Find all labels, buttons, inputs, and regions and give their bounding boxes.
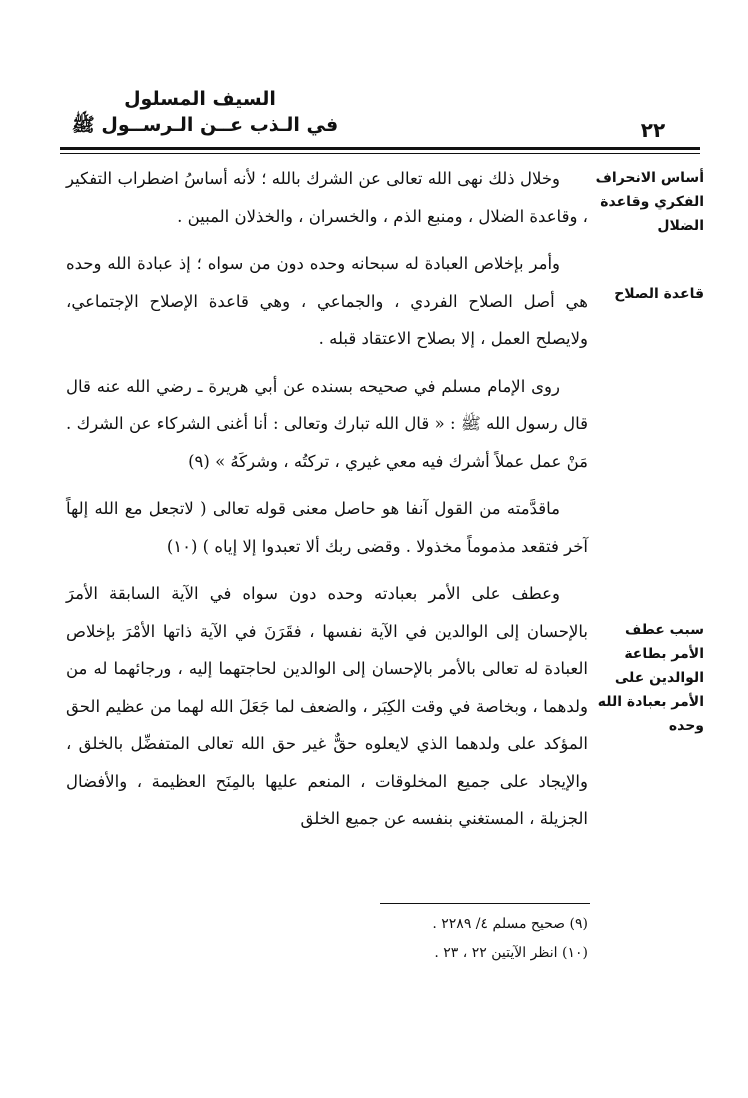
header-rule-thin: [60, 153, 700, 154]
paragraph: روى الإمام مسلم في صحيحه بسنده عن أبي هريرة ـ رضي الله عنه قال قال رسول الله ﷺ : « قال الله تبارك وتعالى : أنا أغنى الشركاء عن الشرك . مَنْ عمل عملاً أشرك فيه معي غيري ، تركتُه ، وشركَهُ » (٩): [66, 376, 588, 471]
paragraph: وأمر بإخلاص العبادة له سبحانه وحده دون من سواه ؛ إذ عبادة الله وحده هي أصل الصلاح الفردي ، والجماعي ، وهي قاعدة الإصلاح الإجتماعي، ولايصلح العمل ، إلا بصلاح الاعتقاد قبله .: [66, 254, 588, 348]
paragraph: ماقدَّمته من القول آنفا هو حاصل معنى قوله تعالى ( لاتجعل مع الله إلهاً آخر فتقعد مذموماً مخذولا . وقضى ربك ألا تعبدوا إلا إياه ) (١٠): [66, 499, 588, 556]
footnotes: [330, 910, 588, 968]
paragraph: وخلال ذلك نهى الله تعالى عن الشرك بالله ؛ لأنه أساسُ اضطراب التفكير ، وقاعدة الضلال ، ومنبع الذم ، والخسران ، والخذلان المبين .: [66, 169, 588, 226]
margin-note-deviation: أساس الانحراف الفكري وقاعدة الضلال: [595, 170, 704, 234]
margin-note-parents: سبب عطف الأمر بطاعة الوالدين على الأمر بعبادة الله وحده: [597, 622, 704, 734]
header-rule-thick: [60, 147, 700, 150]
margin-note-righteousness: قاعدة الصلاح: [614, 286, 704, 302]
page-number: ٢٢: [640, 118, 666, 142]
running-header-subtitle: في الـذب عــن الـرســول ﷺ: [71, 114, 339, 136]
running-header-title: السيف المسلول: [124, 88, 276, 110]
footnote: (١٠) انظر الآيتين ٢٢ ، ٢٣ .: [434, 945, 588, 961]
footnote: (٩) صحيح مسلم ٤/ ٢٢٨٩ .: [432, 916, 588, 932]
paragraph: وعطف على الأمر بعبادته وحده دون سواه في الآية السابقة الأمرَ بالإحسان إلى الوالدين في الآية نفسها ، فقَرَنَ في الآية ذاتها الأمْرَ بإخلاص العبادة له تعالى بالأمر بالإحسان إلى الوالدين لحاجتهما إليه ، ورجائهما له من ولدهما ، وبخاصة في وقت الكِبَر ، والضعف لما جَعَلَ الله لهما من عظيم الحق المؤكد على ولدهما الذي لايعلوه حقٌّ غير حق الله تعالى المتفضِّل بالخلق ، والإيجاد على جميع المخلوقات ، المنعم عليها بالمِنَح العظيمة ، والأفضال الجزيلة ، المستغني بنفسه عن جميع الخلق: [66, 584, 588, 828]
main-text: [66, 160, 588, 838]
footnote-rule: [380, 903, 590, 904]
